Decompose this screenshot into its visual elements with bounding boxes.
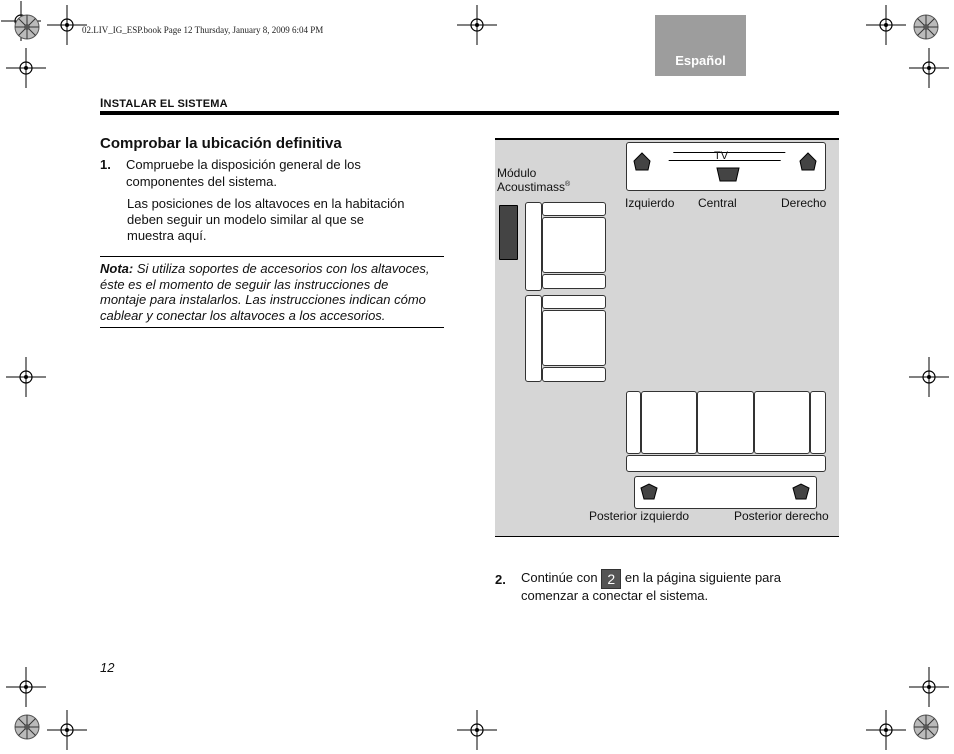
left-speaker-label: Izquierdo [625, 196, 675, 210]
rear-left-label: Posterior izquierdo [589, 509, 690, 523]
step-1-line-1: Compruebe la disposición general de los [126, 157, 361, 172]
step-2-before: Continúe con [521, 570, 602, 585]
center-speaker-icon [716, 166, 740, 186]
sofa-base [626, 455, 826, 472]
color-rosette-icon [913, 714, 939, 740]
rear-left-speaker-icon [639, 482, 659, 502]
armchair-2-seat [542, 310, 606, 366]
step-1-paragraph-line-3: muestra aquí. [127, 228, 207, 243]
step-2-after: en la página siguiente para [621, 570, 781, 585]
registration-mark-icon [457, 710, 497, 750]
step-1-line-2: componentes del sistema. [126, 174, 278, 189]
color-rosette-icon [14, 14, 40, 40]
sofa-left-arm [626, 391, 641, 454]
armchair-1-back [542, 202, 606, 216]
left-speaker-icon [632, 152, 652, 172]
sofa-cushion-3 [754, 391, 810, 454]
step-2-number: 2. [495, 572, 506, 587]
step-1-number: 1. [100, 157, 111, 172]
module-label-line-1: Módulo [497, 166, 537, 180]
armchair-1-front [542, 274, 606, 289]
section-rule [100, 111, 839, 115]
note-label: Nota: [100, 261, 134, 276]
sofa-cushion-1 [641, 391, 697, 454]
book-header: 02.LIV_IG_ESP.book Page 12 Thursday, January 8, 2009 6:04 PM [82, 25, 324, 35]
armchair-1-arm [525, 202, 542, 291]
note-text [100, 261, 444, 323]
step-1-paragraph-line-2: deben seguir un modelo similar al que se [127, 212, 365, 227]
section-title-rest: NSTALAR EL SISTEMA [103, 98, 228, 110]
registration-mark-icon [909, 48, 949, 88]
note-line-3: montaje para instalarlos. Las instrucciones indican cómo [100, 292, 426, 307]
continue-step-badge: 2 [601, 569, 621, 589]
acoustimass-module [499, 205, 518, 260]
right-speaker-icon [798, 152, 818, 172]
armchair-2-back [542, 295, 606, 309]
step-2-line-1 [521, 569, 781, 589]
color-rosette-icon [14, 714, 40, 740]
armchair-2-arm [525, 295, 542, 382]
registration-mark-icon [909, 667, 949, 707]
section-title-initial: I [100, 96, 104, 110]
step-1-paragraph-line-1: Las posiciones de los altavoces en la habitación [127, 196, 405, 211]
registration-mark-icon [6, 667, 46, 707]
registration-mark-icon [6, 48, 46, 88]
page-number: 12 [100, 660, 115, 675]
registration-mark-icon [47, 5, 87, 45]
registration-mark-icon [866, 5, 906, 45]
note-line-1: Si utiliza soportes de accesorios con los altavoces, [133, 261, 430, 276]
note-line-4: cablear y conectar los altavoces a los accesorios. [100, 307, 386, 323]
tv-label: TV [714, 150, 729, 162]
registration-mark-icon [909, 357, 949, 397]
registered-mark: ® [565, 181, 571, 188]
module-label-line-2: Acoustimass® [497, 180, 571, 194]
center-speaker-label: Central [698, 196, 737, 210]
note-line-2: éste es el momento de seguir las instrucciones de [100, 276, 389, 292]
rear-right-speaker-icon [791, 482, 811, 502]
language-tab-label: Español [675, 53, 726, 68]
page-heading: Comprobar la ubicación definitiva [100, 135, 342, 152]
registration-mark-icon [6, 357, 46, 397]
color-rosette-icon [913, 14, 939, 40]
language-tab [655, 15, 746, 76]
armchair-1-seat [542, 217, 606, 273]
rear-bench [634, 476, 817, 509]
room-layout-diagram [495, 138, 839, 537]
right-speaker-label: Derecho [781, 196, 827, 210]
rear-right-label: Posterior derecho [734, 509, 829, 523]
registration-mark-icon [457, 5, 497, 45]
registration-mark-icon [47, 710, 87, 750]
armchair-2-front [542, 367, 606, 382]
section-title [100, 96, 228, 110]
sofa-right-arm [810, 391, 826, 454]
step-2-line-2: comenzar a conectar el sistema. [521, 588, 709, 603]
registration-mark-icon [866, 710, 906, 750]
sofa-cushion-2 [697, 391, 754, 454]
note-box [100, 256, 444, 328]
